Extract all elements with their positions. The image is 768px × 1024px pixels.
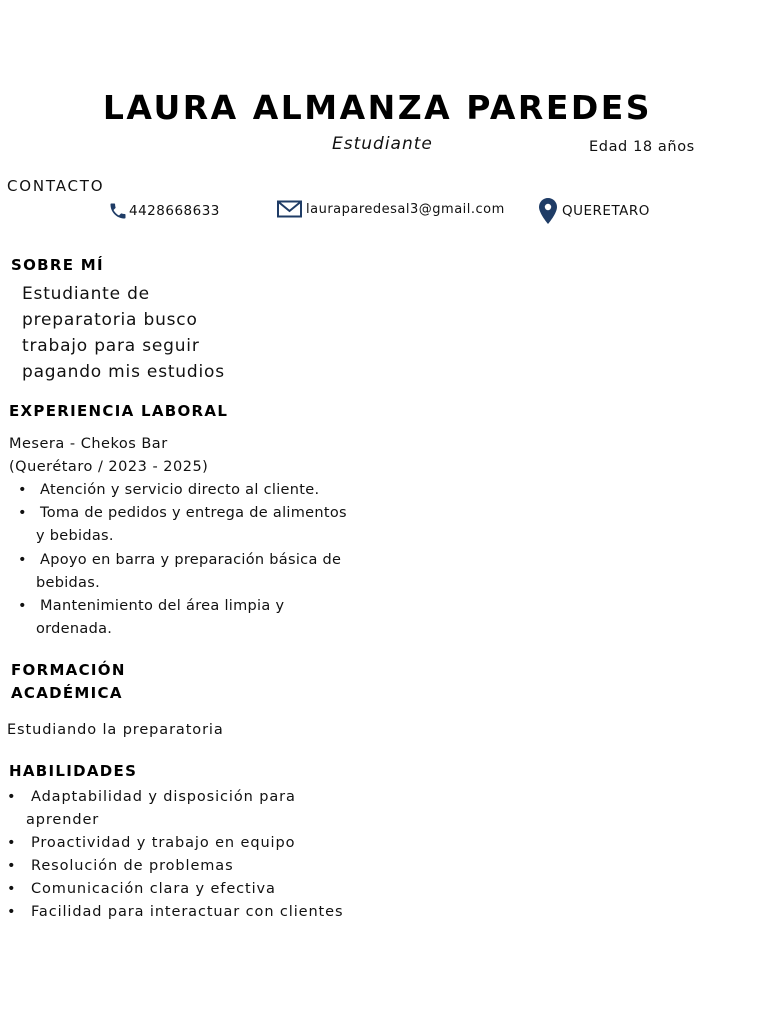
education-section-title (11, 659, 126, 705)
list-item: • Atención y servicio directo al cliente. (18, 479, 358, 502)
education-title-line: FORMACIÓN (11, 661, 126, 679)
location-pin-icon (539, 198, 557, 224)
skills-list (7, 786, 367, 924)
city-name: QUERETARO (562, 203, 650, 219)
about-line: Estudiante de (22, 284, 150, 304)
contact-section-title: CONTACTO (7, 177, 105, 195)
about-line: pagando mis estudios (22, 362, 225, 382)
phone-number: 4428668633 (129, 203, 220, 219)
envelope-icon (277, 200, 302, 218)
list-item: • Apoyo en barra y preparación básica de bebidas. (18, 549, 358, 595)
about-line: trabajo para seguir (22, 336, 200, 356)
experience-section-title: EXPERIENCIA LABORAL (9, 402, 229, 420)
list-item: • Resolución de problemas (7, 855, 367, 878)
email-address: lauraparedesal3@gmail.com (306, 201, 505, 217)
education-text: Estudiando la preparatoria (7, 722, 224, 738)
education-title-line: ACADÉMICA (11, 684, 123, 702)
about-section-title: SOBRE MÍ (11, 256, 104, 274)
about-line: preparatoria busco (22, 310, 198, 330)
phone-icon (108, 201, 128, 221)
list-item: • Facilidad para interactuar con clientes (7, 901, 367, 924)
about-text (22, 281, 252, 385)
candidate-role: Estudiante (332, 134, 433, 154)
candidate-name: LAURA ALMANZA PAREDES (102, 88, 653, 127)
experience-job (9, 433, 208, 479)
job-title: Mesera - Chekos Bar (9, 436, 168, 452)
candidate-age: Edad 18 años (589, 139, 695, 155)
contact-city (539, 198, 650, 224)
contact-email (277, 200, 505, 218)
experience-list (18, 479, 358, 641)
list-item: • Toma de pedidos y entrega de alimentos y bebidas. (18, 502, 358, 548)
list-item: • Adaptabilidad y disposición para aprender (7, 786, 367, 832)
list-item: • Mantenimiento del área limpia y ordenada. (18, 595, 358, 641)
skills-section-title: HABILIDADES (9, 762, 138, 780)
list-item: • Comunicación clara y efectiva (7, 878, 367, 901)
list-item: • Proactividad y trabajo en equipo (7, 832, 367, 855)
contact-phone (108, 201, 220, 221)
job-period: (Querétaro / 2023 - 2025) (9, 459, 209, 475)
